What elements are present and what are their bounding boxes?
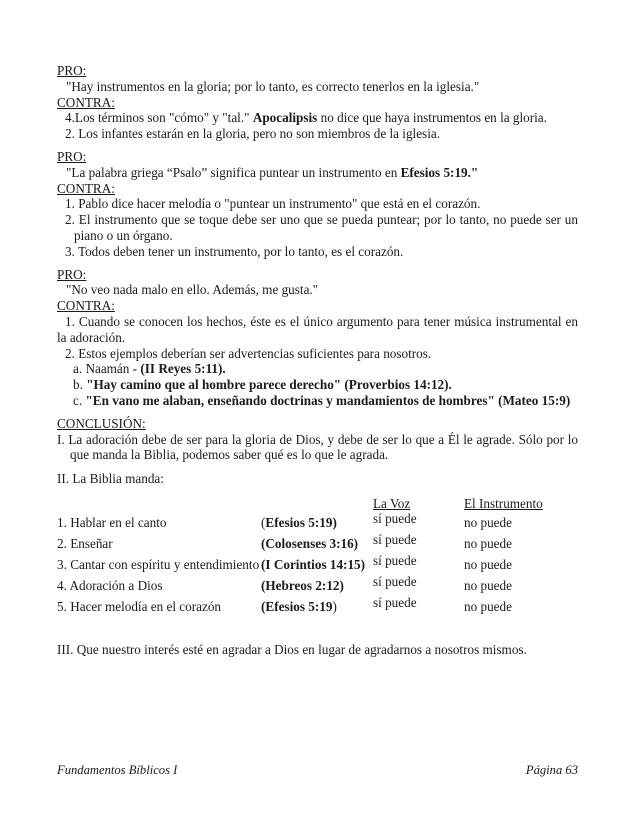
table-row (57, 552, 578, 578)
voice-value: sí puede (373, 510, 417, 526)
text-run: no dice que haya instrumentos en la gloria. (317, 110, 547, 126)
scripture-reference: (Hebreos 2:12) (261, 577, 344, 593)
contra-item: 2. El instrumento que se toque debe ser uno que se pueda puntear; por lo tanto, no puede ser un piano o un órgano. (65, 212, 578, 243)
text-run: b. (73, 377, 87, 393)
cell-instrument: no puede (464, 535, 512, 551)
page-footer (57, 763, 578, 779)
cell-voice (373, 594, 464, 620)
argument-block-2 (57, 149, 578, 260)
pro-heading: PRO: (57, 63, 87, 78)
pro-quote (57, 165, 578, 181)
contra-heading: CONTRA: (57, 180, 115, 196)
text-run: a. Naamán - (73, 361, 141, 377)
contra-heading: CONTRA: (57, 94, 115, 110)
text-run: 4.Los términos son "cómo" y "tal." (65, 110, 253, 126)
table-row (57, 531, 578, 557)
cell-reference (261, 599, 373, 620)
table-row (57, 573, 578, 599)
cell-instrument: no puede (464, 598, 512, 614)
column-header-instrument-text: El Instrumento (464, 495, 543, 511)
table-row (57, 594, 578, 620)
scripture-reference: (I Corintios 14:15) (261, 556, 366, 572)
conclusion-item-iii: III. Que nuestro interés esté en agradar a Dios en lugar de agradarnos a nosotros mismos. (57, 641, 527, 657)
text-run: "La palabra griega “Psalo” significa puntear un instrumento en (66, 164, 401, 180)
cell-reference (261, 557, 373, 578)
table-row (57, 510, 578, 536)
cell-reference (261, 578, 373, 599)
contra-item: 1. Pablo dice hacer melodía o "puntear un instrumento" que está en el corazón. (65, 196, 481, 212)
scripture-reference: Efesios 5:19." (400, 164, 479, 180)
cell-item: 4. Adoración a Dios (57, 577, 163, 593)
voice-value: sí puede (373, 594, 417, 610)
cell-instrument: no puede (464, 514, 512, 530)
header-spacer (261, 496, 373, 515)
pro-quote: "No veo nada malo en ello. Además, me gusta." (66, 282, 319, 298)
scripture-reference: (Colosenses 3:16) (261, 535, 359, 551)
text-run: c. (73, 392, 86, 408)
scripture-reference: "Hay camino que al hombre parece derecho" (Proverbios 14:12). (86, 377, 452, 393)
sub-item (57, 361, 578, 377)
scripture-reference: Efesios 5:19) (265, 514, 337, 530)
cell-item: 1. Hablar en el canto (57, 514, 167, 530)
sub-item (57, 393, 578, 409)
column-header-voice-text: La Voz (373, 495, 411, 511)
argument-block-3 (57, 267, 578, 409)
cell-item: 5. Hacer melodía en el corazón (57, 598, 222, 614)
scripture-reference: (Efesios 5:19 (261, 598, 333, 614)
cell-instrument: no puede (464, 556, 512, 572)
cell-item: 3. Cantar con espíritu y entendimiento (57, 556, 260, 572)
sub-item (57, 377, 578, 393)
conclusion-item-ii: II. La Biblia manda: (57, 471, 164, 487)
cell-reference (261, 515, 373, 536)
contra-item (57, 110, 578, 126)
cell-item: 2. Enseñar (57, 535, 113, 551)
scripture-reference: Apocalipsis (252, 110, 318, 126)
voice-value: sí puede (373, 552, 417, 568)
conclusion-block (57, 416, 578, 487)
text-run: ( (261, 514, 266, 530)
contra-item: 1. Cuando se conocen los hechos, éste es el único argumento para tener música instrumental en la adoración. (57, 313, 578, 345)
pro-quote: "Hay instrumentos en la gloria; por lo tanto, es correcto tenerlos en la iglesia." (66, 78, 480, 94)
voice-value: sí puede (373, 531, 417, 547)
column-header-instrument (464, 496, 578, 515)
scripture-reference: "En vano me alaban, enseñando doctrinas y mandamientos de hombres" (Mateo 15:9) (85, 392, 571, 408)
voice-value: sí puede (373, 573, 417, 589)
contra-item: 2. Estos ejemplos deberían ser advertencias suficientes para nosotros. (65, 345, 432, 361)
conclusion-item-i: I. La adoración debe de ser para la gloria de Dios, y debe de ser lo que a Él le agrade. Sólo por lo que manda la Biblia, podemos saber qué es lo que le agrada. (57, 431, 578, 463)
cell-instrument: no puede (464, 577, 512, 593)
argument-block-1 (57, 63, 578, 142)
contra-item: 2. Los infantes estarán en la gloria, pero no son miembros de la iglesia. (65, 126, 441, 142)
scripture-reference: (II Reyes 5:11). (140, 361, 226, 377)
header-spacer (57, 496, 261, 515)
cell-reference (261, 536, 373, 557)
contra-item: 3. Todos deben tener un instrumento, por lo tanto, es el corazón. (65, 243, 404, 259)
text-run: ) (332, 598, 337, 614)
table-header-row (57, 496, 578, 515)
footer-book-title: Fundamentos Bíblicos I (57, 763, 178, 777)
mandate-table (57, 496, 578, 620)
contra-heading: CONTRA: (57, 298, 115, 314)
footer-page-number: Página 63 (525, 763, 578, 777)
pro-heading: PRO: (57, 148, 87, 164)
conclusion-heading: CONCLUSIÓN: (57, 415, 146, 431)
pro-heading: PRO: (57, 266, 87, 282)
